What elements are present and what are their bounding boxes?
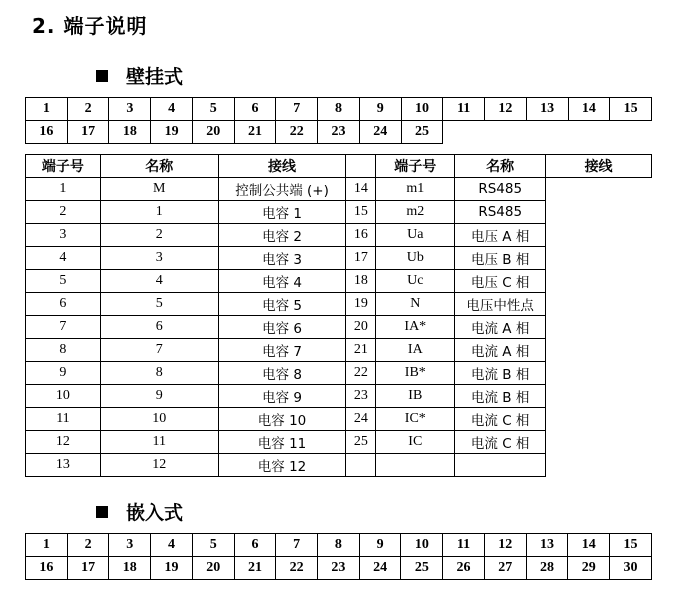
left-wiring: 电容 7	[218, 339, 346, 362]
table-gap	[346, 155, 376, 178]
terminal-cell: 17	[67, 121, 109, 144]
terminal-cell: 6	[234, 534, 276, 557]
terminal-cell: 11	[443, 534, 485, 557]
wall-mount-heading	[96, 62, 183, 89]
right-wiring: 电流 A 相	[455, 339, 546, 362]
terminal-cell: 9	[359, 98, 401, 121]
right-terminal-no: 16	[346, 224, 376, 247]
right-terminal-no: 20	[346, 316, 376, 339]
terminal-cell: 24	[359, 121, 401, 144]
left-name: 2	[100, 224, 218, 247]
embedded-terminal-grid	[25, 533, 652, 580]
terminal-cell: 21	[234, 557, 276, 580]
terminal-cell: 24	[359, 557, 401, 580]
right-terminal-no: 24	[346, 408, 376, 431]
left-name: 6	[100, 316, 218, 339]
table-row	[26, 385, 652, 408]
right-name: IA	[376, 339, 455, 362]
grid-row	[26, 534, 652, 557]
terminal-cell: 23	[318, 557, 360, 580]
terminal-cell: 3	[109, 98, 151, 121]
right-wiring: RS485	[455, 178, 546, 201]
empty-cell	[610, 121, 652, 144]
terminal-cell: 20	[192, 121, 234, 144]
terminal-cell: 25	[401, 121, 443, 144]
terminal-cell: 10	[401, 98, 443, 121]
left-wiring: 电容 3	[218, 247, 346, 270]
left-name: 12	[100, 454, 218, 477]
left-terminal-no: 4	[26, 247, 101, 270]
terminal-cell: 9	[359, 534, 401, 557]
terminal-cell: 11	[443, 98, 485, 121]
terminal-cell: 16	[26, 121, 68, 144]
right-wiring: 电压 B 相	[455, 247, 546, 270]
left-terminal-no: 8	[26, 339, 101, 362]
right-wiring: 电流 A 相	[455, 316, 546, 339]
left-wiring: 电容 1	[218, 201, 346, 224]
left-name: 4	[100, 270, 218, 293]
table-row	[26, 362, 652, 385]
right-wiring: 电流 C 相	[455, 408, 546, 431]
left-terminal-no: 7	[26, 316, 101, 339]
terminal-cell: 19	[151, 557, 193, 580]
terminal-cell: 4	[151, 98, 193, 121]
right-terminal-no: 21	[346, 339, 376, 362]
left-name: M	[100, 178, 218, 201]
right-name: IA*	[376, 316, 455, 339]
right-terminal-no: 19	[346, 293, 376, 316]
right-terminal-no: 14	[346, 178, 376, 201]
terminal-cell: 14	[568, 534, 610, 557]
left-terminal-no: 10	[26, 385, 101, 408]
left-wiring: 电容 12	[218, 454, 346, 477]
left-name: 3	[100, 247, 218, 270]
right-terminal-no: 23	[346, 385, 376, 408]
terminal-cell: 25	[401, 557, 443, 580]
left-wiring: 电容 11	[218, 431, 346, 454]
section-title: 2. 端子说明	[32, 14, 148, 38]
wall-mount-heading-text: 壁挂式	[126, 66, 184, 88]
table-row	[26, 454, 652, 477]
right-wiring: RS485	[455, 201, 546, 224]
left-terminal-no: 2	[26, 201, 101, 224]
embedded-heading	[96, 498, 183, 525]
grid-row	[26, 98, 652, 121]
left-wiring: 电容 6	[218, 316, 346, 339]
right-wiring: 电流 B 相	[455, 385, 546, 408]
right-terminal-no: 15	[346, 201, 376, 224]
table-header-row	[26, 155, 652, 178]
terminal-cell: 23	[318, 121, 360, 144]
right-wiring: 电流 B 相	[455, 362, 546, 385]
terminal-cell: 27	[484, 557, 526, 580]
table-row	[26, 270, 652, 293]
terminal-cell: 7	[276, 98, 318, 121]
terminal-cell: 20	[192, 557, 234, 580]
left-terminal-no: 3	[26, 224, 101, 247]
terminal-cell: 28	[526, 557, 568, 580]
terminal-cell: 12	[484, 534, 526, 557]
grid-row	[26, 121, 652, 144]
terminal-cell: 18	[109, 557, 151, 580]
left-wiring: 电容 8	[218, 362, 346, 385]
right-name: IC	[376, 431, 455, 454]
right-name: IC*	[376, 408, 455, 431]
wall-terminal-grid	[25, 97, 652, 144]
left-wiring: 电容 4	[218, 270, 346, 293]
right-terminal-no: 18	[346, 270, 376, 293]
right-name: IB	[376, 385, 455, 408]
left-name: 10	[100, 408, 218, 431]
right-name: m2	[376, 201, 455, 224]
right-terminal-no: 25	[346, 431, 376, 454]
terminal-cell: 16	[26, 557, 68, 580]
left-name: 5	[100, 293, 218, 316]
left-name: 7	[100, 339, 218, 362]
right-wiring	[455, 454, 546, 477]
header-terminal-no-right: 端子号	[376, 155, 455, 178]
left-name: 8	[100, 362, 218, 385]
terminal-cell: 21	[234, 121, 276, 144]
left-name: 11	[100, 431, 218, 454]
right-wiring: 电压 C 相	[455, 270, 546, 293]
left-terminal-no: 13	[26, 454, 101, 477]
terminal-cell: 8	[318, 534, 360, 557]
left-terminal-no: 11	[26, 408, 101, 431]
right-terminal-no	[346, 454, 376, 477]
empty-cell	[568, 121, 610, 144]
left-terminal-no: 1	[26, 178, 101, 201]
terminal-cell: 17	[67, 557, 109, 580]
square-bullet-icon	[96, 506, 108, 518]
right-name: Uc	[376, 270, 455, 293]
right-wiring: 电压中性点	[455, 293, 546, 316]
right-wiring: 电压 A 相	[455, 224, 546, 247]
left-terminal-no: 12	[26, 431, 101, 454]
table-row	[26, 201, 652, 224]
terminal-cell: 6	[234, 98, 276, 121]
left-wiring: 电容 2	[218, 224, 346, 247]
terminal-cell: 7	[276, 534, 318, 557]
right-name: Ua	[376, 224, 455, 247]
terminal-cell: 3	[109, 534, 151, 557]
right-terminal-no: 17	[346, 247, 376, 270]
square-bullet-icon	[96, 70, 108, 82]
terminal-cell: 1	[26, 534, 68, 557]
right-terminal-no: 22	[346, 362, 376, 385]
table-row	[26, 247, 652, 270]
left-wiring: 电容 9	[218, 385, 346, 408]
terminal-cell: 15	[610, 534, 652, 557]
terminal-cell: 29	[568, 557, 610, 580]
terminal-cell: 5	[192, 534, 234, 557]
header-terminal-no: 端子号	[26, 155, 101, 178]
left-name: 1	[100, 201, 218, 224]
terminal-cell: 13	[526, 98, 568, 121]
right-name	[376, 454, 455, 477]
right-wiring: 电流 C 相	[455, 431, 546, 454]
terminal-cell: 15	[610, 98, 652, 121]
terminal-cell: 18	[109, 121, 151, 144]
terminal-table	[25, 154, 652, 477]
right-name: Ub	[376, 247, 455, 270]
terminal-cell: 30	[610, 557, 652, 580]
terminal-cell: 1	[26, 98, 68, 121]
terminal-cell: 10	[401, 534, 443, 557]
terminal-cell: 19	[151, 121, 193, 144]
header-name: 名称	[100, 155, 218, 178]
left-wiring: 电容 5	[218, 293, 346, 316]
header-name-right: 名称	[455, 155, 546, 178]
table-row	[26, 339, 652, 362]
left-wiring: 电容 10	[218, 408, 346, 431]
table-row	[26, 293, 652, 316]
terminal-cell: 2	[67, 98, 109, 121]
header-wiring-right: 接线	[546, 155, 652, 178]
grid-row	[26, 557, 652, 580]
right-name: IB*	[376, 362, 455, 385]
table-row	[26, 224, 652, 247]
terminal-cell: 13	[526, 534, 568, 557]
embedded-heading-text: 嵌入式	[126, 502, 184, 524]
empty-cell	[485, 121, 527, 144]
empty-cell	[443, 121, 485, 144]
terminal-cell: 8	[318, 98, 360, 121]
terminal-cell: 4	[151, 534, 193, 557]
right-name: m1	[376, 178, 455, 201]
terminal-cell: 2	[67, 534, 109, 557]
table-row	[26, 431, 652, 454]
left-terminal-no: 6	[26, 293, 101, 316]
left-terminal-no: 5	[26, 270, 101, 293]
left-wiring: 控制公共端 (+)	[218, 178, 346, 201]
left-terminal-no: 9	[26, 362, 101, 385]
terminal-cell: 5	[192, 98, 234, 121]
right-name: N	[376, 293, 455, 316]
terminal-cell: 26	[443, 557, 485, 580]
terminal-cell: 22	[276, 121, 318, 144]
terminal-cell: 14	[568, 98, 610, 121]
table-row	[26, 316, 652, 339]
terminal-cell: 12	[485, 98, 527, 121]
table-row	[26, 178, 652, 201]
left-name: 9	[100, 385, 218, 408]
table-row	[26, 408, 652, 431]
terminal-cell: 22	[276, 557, 318, 580]
empty-cell	[526, 121, 568, 144]
header-wiring: 接线	[218, 155, 346, 178]
